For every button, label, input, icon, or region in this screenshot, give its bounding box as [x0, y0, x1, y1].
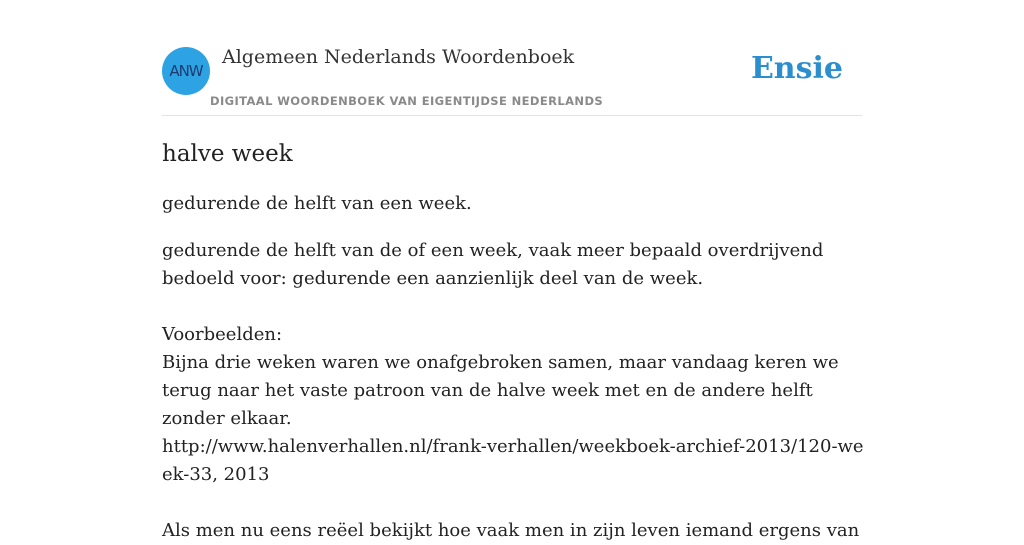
entry-content	[162, 138, 864, 545]
long-definition: gedurende de helft van de of een week, vaak meer bepaald overdrijvend bedoeld voor: gedurende een aanzienlijk deel van de week.	[162, 240, 824, 289]
example-text: Bijna drie weken waren we onafgebroken samen, maar vandaag keren we terug naar het vaste patroon van de halve week met en de andere helft zonder elkaar.	[162, 352, 839, 429]
examples-label: Voorbeelden:	[162, 324, 283, 345]
short-definition: gedurende de helft van een week.	[162, 193, 472, 214]
ensie-brand-logo[interactable]: Ensie	[750, 51, 843, 86]
example-text: Als men nu eens reëel bekijkt hoe vaak men in zijn leven iemand ergens van	[162, 520, 860, 541]
site-header	[162, 0, 862, 116]
entry-headword: halve week	[162, 141, 293, 167]
site-subtitle: DIGITAAL WOORDENBOEK VAN EIGENTIJDSE NEDERLANDS	[210, 94, 604, 108]
example-source: http://www.halenverhallen.nl/frank-verhallen/weekboek-archief-2013/120-week-33, 2013	[162, 436, 864, 485]
site-title[interactable]: Algemeen Nederlands Woordenboek	[222, 46, 575, 68]
anw-logo[interactable]: ANW	[162, 47, 210, 95]
